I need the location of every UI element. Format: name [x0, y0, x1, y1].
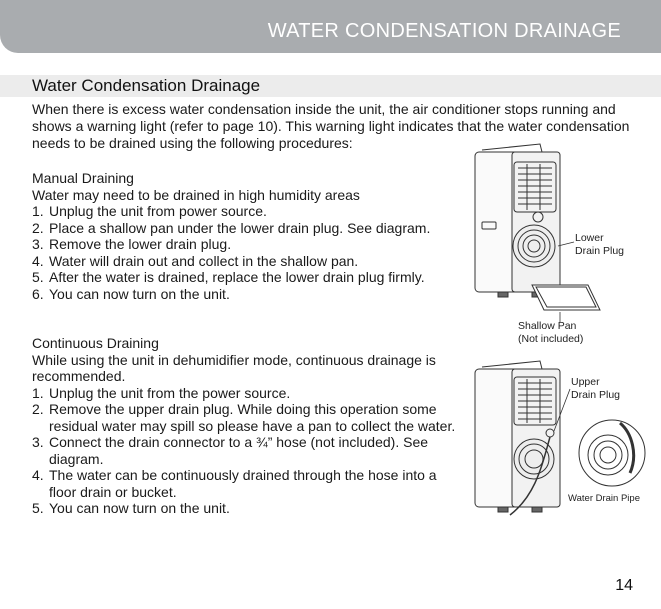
step-number: 2.	[32, 401, 44, 417]
list-item	[32, 434, 462, 467]
step-number: 3.	[32, 434, 44, 450]
step-number: 5.	[32, 500, 44, 516]
step-text: You can now turn on the unit.	[49, 500, 230, 516]
step-text: Remove the lower drain plug.	[49, 236, 232, 252]
step-number: 3.	[32, 236, 44, 252]
list-item	[32, 253, 452, 270]
water-drain-pipe-label: Water Drain Pipe	[568, 493, 640, 504]
step-text: Remove the upper drain plug. While doing this operation some residual water may spill so please have a pan to collect the water.	[49, 401, 456, 434]
upper-plug-label-1: Upper	[571, 376, 600, 388]
manual-subheading: Water may need to be drained in high humidity areas	[32, 186, 360, 203]
step-text: Connect the drain connector to a ¾” hose (not included). See diagram.	[49, 434, 429, 467]
section-title: Water Condensation Drainage	[32, 76, 261, 95]
manual-steps-list	[32, 203, 452, 302]
step-text: The water can be continuously drained through the hose into a floor drain or bucket.	[49, 467, 437, 500]
list-item	[32, 220, 452, 237]
upper-plug-label-2: Drain Plug	[571, 389, 621, 401]
step-text: Water will drain out and collect in the shallow pan.	[49, 252, 359, 269]
continuous-subheading: While using the unit in dehumidifier mode, continuous drainage is recommended.	[32, 351, 436, 384]
step-text: Place a shallow pan under the lower drain plug. See diagram.	[49, 219, 431, 236]
lower-plug-label-1: Lower	[575, 232, 604, 244]
fan-vent-icon	[513, 225, 555, 267]
lower-drain-diagram	[470, 140, 650, 355]
step-number: 4.	[32, 252, 44, 269]
list-item	[32, 269, 452, 286]
step-number: 1.	[32, 384, 44, 401]
list-item	[32, 467, 462, 500]
continuous-heading: Continuous Draining	[32, 335, 159, 351]
step-number: 4.	[32, 467, 44, 483]
upper-drain-diagram	[470, 355, 656, 520]
list-item	[32, 236, 452, 253]
step-number: 5.	[32, 269, 44, 285]
intro-paragraph: When there is excess water condensation inside the unit, the air conditioner stops running and shows a warning light (refer to page 10). This warning light indicates that the water condensation needs to be drained using the following procedures:	[32, 101, 630, 151]
list-item	[32, 500, 462, 517]
continuous-steps-list	[32, 385, 462, 517]
shallow-pan-label-1: Shallow Pan	[518, 320, 577, 332]
list-item	[32, 385, 462, 402]
page-header-title: WATER CONDENSATION DRAINAGE	[267, 20, 621, 42]
lower-plug-label-2: Drain Plug	[575, 245, 625, 257]
step-text: Unplug the unit from power source.	[49, 203, 267, 219]
step-number: 2.	[32, 219, 44, 236]
top-panel-icon	[482, 361, 542, 369]
step-number: 1.	[32, 203, 44, 219]
step-text: Unplug the unit from the power source.	[49, 384, 291, 401]
page-number: 14	[615, 577, 633, 594]
shallow-pan-label-2: (Not included)	[518, 333, 584, 345]
top-panel-icon	[482, 144, 542, 152]
list-item	[32, 286, 452, 303]
continuous-draining-section	[32, 335, 462, 517]
step-text: You can now turn on the unit.	[49, 285, 230, 302]
magnified-detail-icon	[579, 420, 645, 486]
list-item	[32, 401, 462, 434]
step-number: 6.	[32, 285, 44, 302]
manual-draining-section	[32, 170, 452, 302]
step-text: After the water is drained, replace the lower drain plug firmly.	[49, 269, 425, 285]
manual-heading: Manual Draining	[32, 170, 134, 186]
list-item	[32, 203, 452, 220]
